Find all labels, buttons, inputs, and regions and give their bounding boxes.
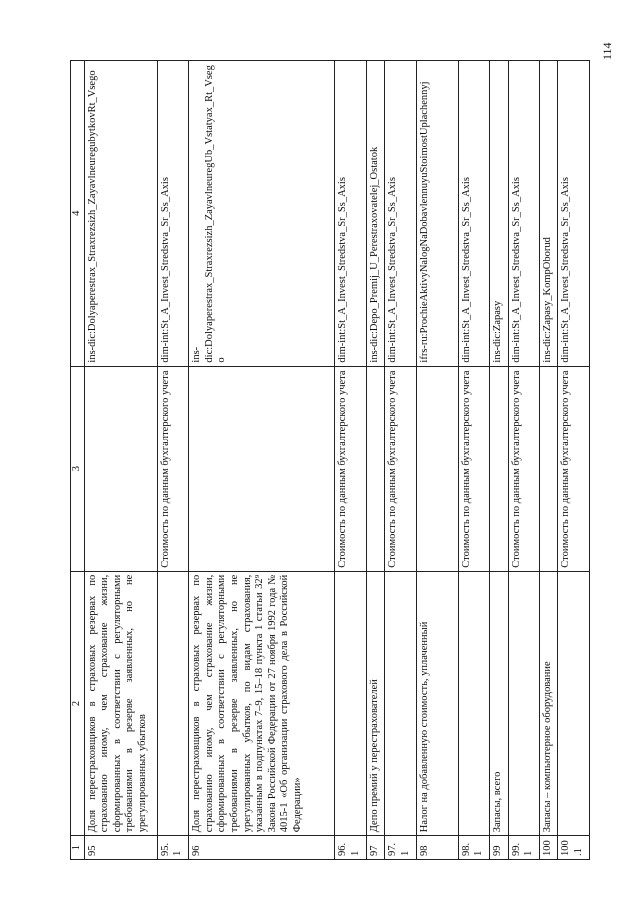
- row-description: [385, 571, 417, 836]
- row-calc-method: Стоимость по данным бухгалтерского учета: [558, 366, 590, 571]
- row-number: 98.1: [458, 836, 490, 860]
- row-calc-method: Стоимость по данным бухгалтерского учета: [458, 366, 490, 571]
- row-number: 98: [416, 836, 458, 860]
- header-row: [71, 61, 85, 860]
- row-description: Запасы – компьютерное оборудование: [540, 571, 558, 836]
- row-calc-method: Стоимость по данным бухгалтерского учета: [157, 366, 189, 571]
- row-code: dim-int:St_A_Invest_Stredstva_Sr_Ss_Axis: [558, 61, 590, 367]
- column-header: 1: [71, 836, 85, 860]
- row-calc-method: Стоимость по данным бухгалтерского учета: [508, 366, 540, 571]
- row-description: [558, 571, 590, 836]
- row-code: dim-int:St_A_Invest_Stredstva_Sr_Ss_Axis: [385, 61, 417, 367]
- row-description: Доля перестраховщиков в страховых резервах по страхованию иному, чем страхование жизни, сформированных в соответствии с регуляторными требованиями в резерве заявленных, но не урегулированных убытков, по видам страхования, указанным в подпунктах 7–9, 15–18 пункта 1 статьи 32⁹ Закона Российской Федерации от 27 ноября 1992 года № 4015-1 «Об организации страхового дела в Российской Федерации»: [189, 571, 335, 836]
- row-calc-method: [540, 366, 558, 571]
- row-description: Доля перестраховщиков в страховых резервах по страхованию иному, чем страхование жизни, сформированных в соответствии с регуляторными требованиями в резерве заявленных, но не урегулированных убытков: [84, 571, 157, 836]
- row-number: 97.1: [385, 836, 417, 860]
- column-header: 4: [71, 61, 85, 367]
- row-code: ins-dic:Zapasy: [490, 61, 508, 367]
- rotated-table-container: [70, 60, 590, 860]
- row-calc-method: [189, 366, 335, 571]
- table-row: [189, 61, 335, 860]
- row-calc-method: [84, 366, 157, 571]
- table-row: [558, 61, 590, 860]
- page-number: 114: [600, 42, 614, 60]
- row-code: ifrs-ru:ProchieAktivyNalogNaDobavlennuyuStoimostUplachennyj: [416, 61, 458, 367]
- row-calc-method: [416, 366, 458, 571]
- row-calc-method: [490, 366, 508, 571]
- row-description: [458, 571, 490, 836]
- row-number: 100: [540, 836, 558, 860]
- row-description: [508, 571, 540, 836]
- table-row: [157, 61, 189, 860]
- row-description: Депо премий у перестрахователей: [366, 571, 384, 836]
- table-row: [335, 61, 367, 860]
- table-row: [508, 61, 540, 860]
- row-code: dim-int:St_A_Invest_Stredstva_Sr_Ss_Axis: [508, 61, 540, 367]
- row-code: ins-dic:Depo_Premij_U_Perestraxovatelej_Ostatok: [366, 61, 384, 367]
- row-calc-method: Стоимость по данным бухгалтерского учета: [335, 366, 367, 571]
- table-row: [458, 61, 490, 860]
- row-calc-method: Стоимость по данным бухгалтерского учета: [385, 366, 417, 571]
- table-row: [385, 61, 417, 860]
- row-number: 99: [490, 836, 508, 860]
- row-calc-method: [366, 366, 384, 571]
- row-description: Запасы, всего: [490, 571, 508, 836]
- table-row: [366, 61, 384, 860]
- row-number: 99.1: [508, 836, 540, 860]
- row-code: dim-int:St_A_Invest_Stredstva_Sr_Ss_Axis: [458, 61, 490, 367]
- row-description: [335, 571, 367, 836]
- row-description: Налог на добавленную стоимость, уплаченный: [416, 571, 458, 836]
- column-header: 3: [71, 366, 85, 571]
- row-code: ins-dic:Zapasy_KompOborud: [540, 61, 558, 367]
- row-code: ins-dic:Dolyaperestrax_Straxrezsizh_ZayavlneuregubytkovRt_Vsego: [84, 61, 157, 367]
- row-code: dim-int:St_A_Invest_Stredstva_Sr_Ss_Axis: [335, 61, 367, 367]
- row-number: 100.1: [558, 836, 590, 860]
- row-number: 96.1: [335, 836, 367, 860]
- table-row: [490, 61, 508, 860]
- row-number: 95: [84, 836, 157, 860]
- row-number: 95.1: [157, 836, 189, 860]
- row-code: ins-dic:Dolyaperestrax_Straxrezsizh_ZayavlneuregUb_Vstatyax_Rt_Vsego: [189, 61, 335, 367]
- data-table: [70, 60, 590, 860]
- row-description: [157, 571, 189, 836]
- row-number: 96: [189, 836, 335, 860]
- table-row: [84, 61, 157, 860]
- table-row: [540, 61, 558, 860]
- row-number: 97: [366, 836, 384, 860]
- row-code: dim-int:St_A_Invest_Stredstva_Sr_Ss_Axis: [157, 61, 189, 367]
- column-header: 2: [71, 571, 85, 836]
- table-row: [416, 61, 458, 860]
